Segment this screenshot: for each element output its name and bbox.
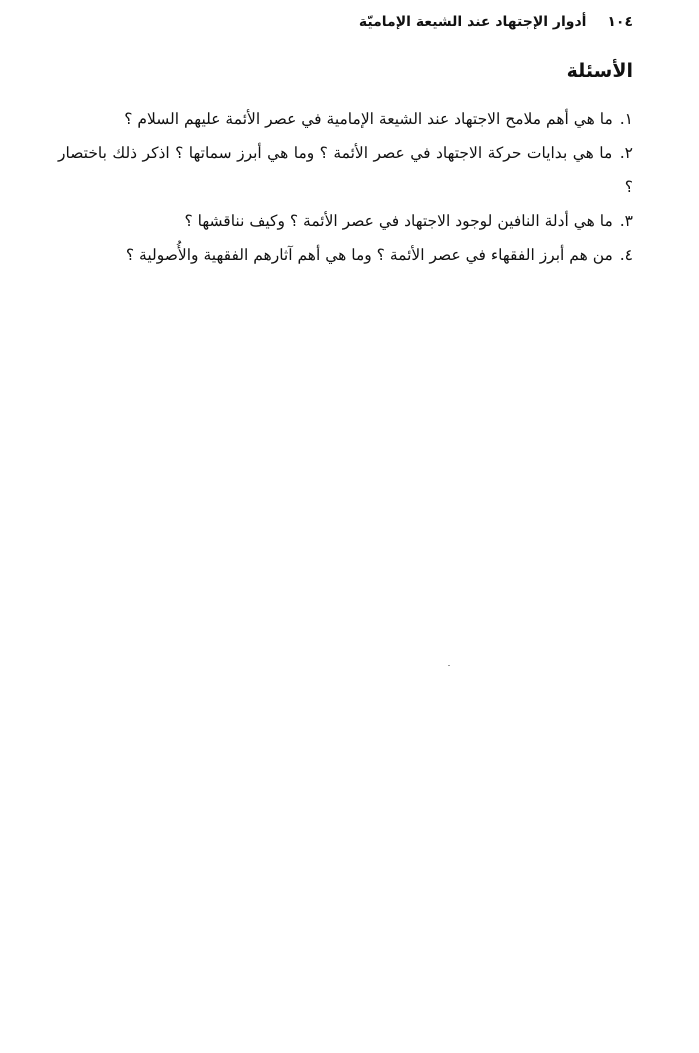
question-text: ما هي أدلة النافين لوجود الاجتهاد في عصر الأئمة ؟ وكيف نناقشها ؟ — [184, 212, 613, 230]
section-heading: الأسئلة — [566, 60, 633, 82]
question-number: ٣. — [619, 212, 633, 230]
question-number: ٤. — [619, 246, 633, 264]
question-text: من هم أبرز الفقهاء في عصر الأئمة ؟ وما هي أهم آثارهم الفقهية والأُصولية ؟ — [125, 246, 613, 264]
question-text: ما هي بدايات حركة الاجتهاد في عصر الأئمة ؟ وما هي أبرز سماتها ؟ اذكر ذلك باختصار ؟ — [58, 144, 633, 196]
scan-speck — [448, 665, 450, 666]
question-text: ما هي أهم ملامح الاجتهاد عند الشيعة الإمامية في عصر الأئمة عليهم السلام ؟ — [124, 110, 613, 128]
question-item — [58, 136, 633, 204]
question-item — [58, 102, 633, 136]
question-item — [58, 204, 633, 238]
question-number: ٢. — [619, 144, 633, 162]
questions-list — [58, 102, 633, 272]
question-number: ١. — [619, 110, 633, 128]
running-header — [359, 14, 633, 30]
page-number: ١٠٤ — [607, 14, 633, 30]
running-title: أدوار الإجتهاد عند الشيعة الإماميّة — [358, 14, 587, 30]
question-item — [58, 238, 633, 272]
